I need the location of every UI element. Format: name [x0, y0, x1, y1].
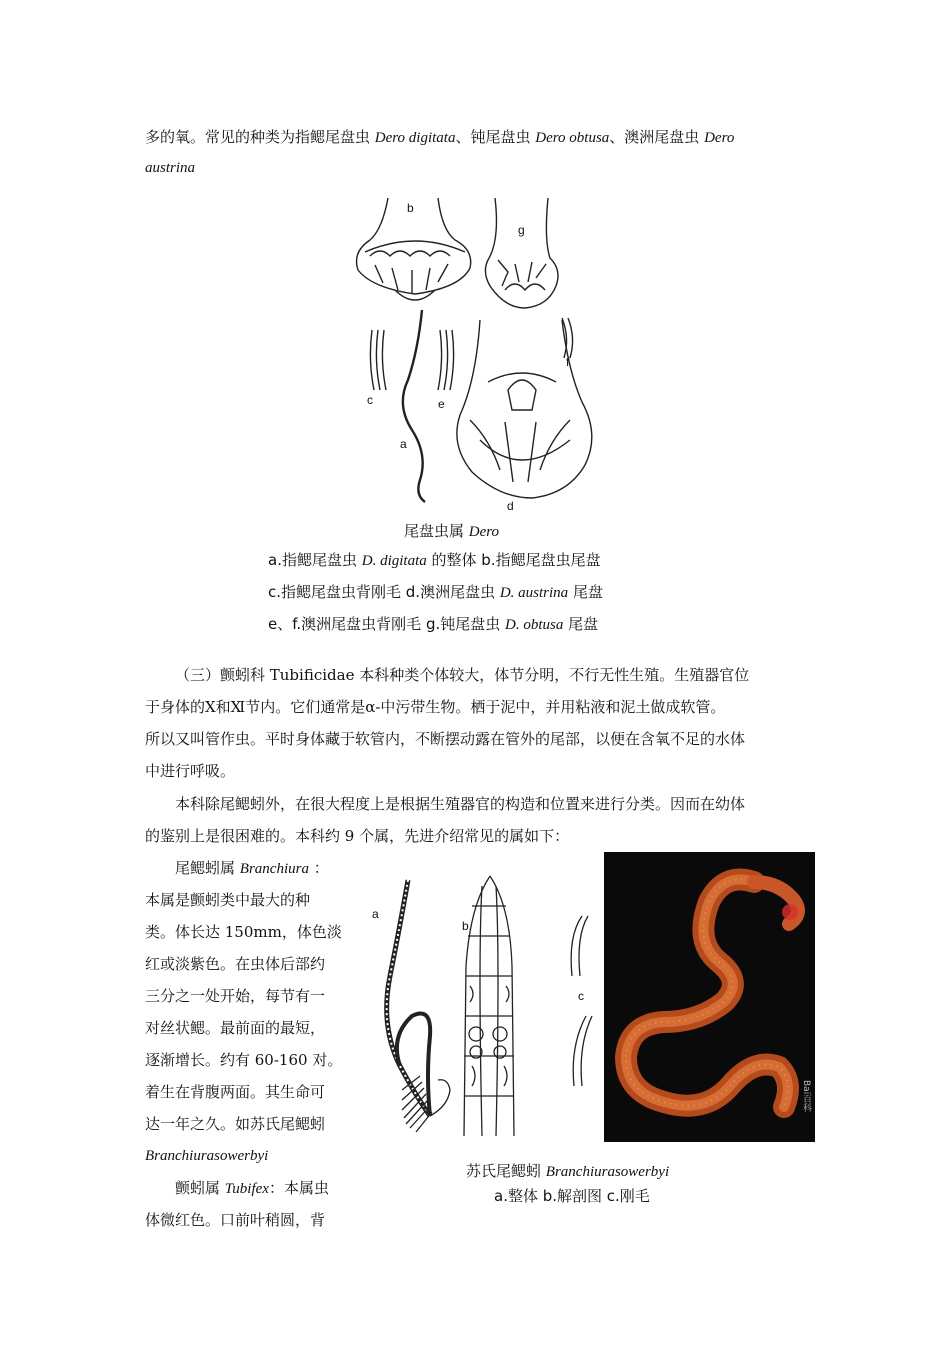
branchiura-line-2: 类。体长达 150mm，体色淡 — [145, 923, 342, 941]
branchiura-dissection-b — [464, 876, 514, 1136]
branchiura-line-8: 达一年之久。如苏氏尾鳃蚓 — [145, 1115, 326, 1133]
branchiura-line-6: 逐渐增长。约有 60-160 对。 — [145, 1051, 343, 1069]
tubifex-line-2: 体微红色。口前叶稍圆，背 — [145, 1211, 326, 1229]
branchiura-line-5: 对丝状鳃。最前面的最短， — [145, 1019, 326, 1037]
fig2-label-c: c — [578, 989, 584, 1003]
fig2-label-a: a — [372, 907, 379, 921]
tubifex-heading: 颤蚓属 Tubifex：本属虫 — [175, 1179, 329, 1197]
branchiura-line-7: 着生在背腹两面。其生命可 — [145, 1083, 326, 1101]
fig1-label-e: e — [438, 397, 445, 411]
section3-p1-line-1: （三）颤蚓科 Tubificidae 本科种类个体较大，体节分明，不行无性生殖。生殖器官位 — [175, 666, 750, 684]
fig1-label-c: c — [367, 393, 373, 407]
section3-p1-line-4: 中进行呼吸。 — [145, 762, 236, 780]
section3-p2-line-2: 的鉴别上是很困难的。本科约 9 个属，先进介绍常见的属如下： — [145, 827, 570, 845]
fig1-label-f: f — [566, 355, 570, 369]
fig1-label-b: b — [407, 201, 414, 215]
fig1-label-g: g — [518, 223, 525, 237]
intro-line-2: austrina — [145, 160, 196, 176]
dero-setae-c — [370, 330, 386, 390]
fig1-caption-line-2: c.指鳃尾盘虫背刚毛 d.澳洲尾盘虫 D. austrina 尾盘 — [268, 583, 603, 601]
branchiura-photo — [604, 852, 815, 1142]
fig2-caption-title: 苏氏尾鳃蚓 Branchiurasowerbyi — [466, 1162, 670, 1180]
photo-watermark: Bai百科 — [801, 1079, 811, 1112]
dero-setae-e — [438, 330, 454, 390]
section3-p1-line-3: 所以又叫管作虫。平时身体藏于软管内，不断摆动露在管外的尾部，以便在含氧不足的水体 — [145, 730, 746, 748]
section3-p2-line-1: 本科除尾鳃蚓外，在很大程度上是根据生殖器官的构造和位置来进行分类。因而在幼体 — [175, 795, 746, 813]
fig1-caption-line-3: e、f.澳洲尾盘虫背刚毛 g.钝尾盘虫 D. obtusa 尾盘 — [268, 615, 599, 633]
dero-figure — [300, 190, 660, 510]
branchiura-species: Branchiurasowerbyi — [145, 1148, 269, 1164]
branchiura-line-1: 本属是颤蚓类中最大的种 — [145, 891, 311, 909]
branchiura-drawings — [360, 866, 605, 1146]
branchiura-heading: 尾鳃蚓属 Branchiura ： — [175, 859, 329, 877]
section3-p1-line-2: 于身体的Ⅹ和Ⅺ节内。它们通常是α-中污带生物。栖于泥中，并用粘液和泥土做成软管。 — [145, 698, 726, 716]
intro-line-1: 多的氧。常见的种类为指鳃尾盘虫 Dero digitata、钝尾盘虫 Dero obtusa、澳洲尾盘虫 Dero — [145, 128, 735, 146]
fig1-caption-title: 尾盘虫属 Dero — [404, 522, 500, 540]
fig1-caption-line-1: a.指鳃尾盘虫 D. digitata 的整体 b.指鳃尾盘虫尾盘 — [268, 551, 601, 569]
fig2-caption-sub: a.整体 b.解剖图 c.刚毛 — [494, 1187, 650, 1205]
fig2-label-b: b. — [462, 919, 473, 933]
branchiura-whole-a — [387, 880, 450, 1132]
branchiura-line-4: 三分之一处开始，每节有一 — [145, 987, 326, 1005]
branchiura-line-3: 红或淡紫色。在虫体后部约 — [145, 955, 326, 973]
dero-whole-a — [403, 310, 425, 502]
fig1-label-d: d — [507, 499, 514, 510]
fig1-label-a: a — [400, 437, 407, 451]
dero-tail-disc-g — [485, 198, 558, 308]
branchiura-photo-worm — [604, 852, 815, 1142]
